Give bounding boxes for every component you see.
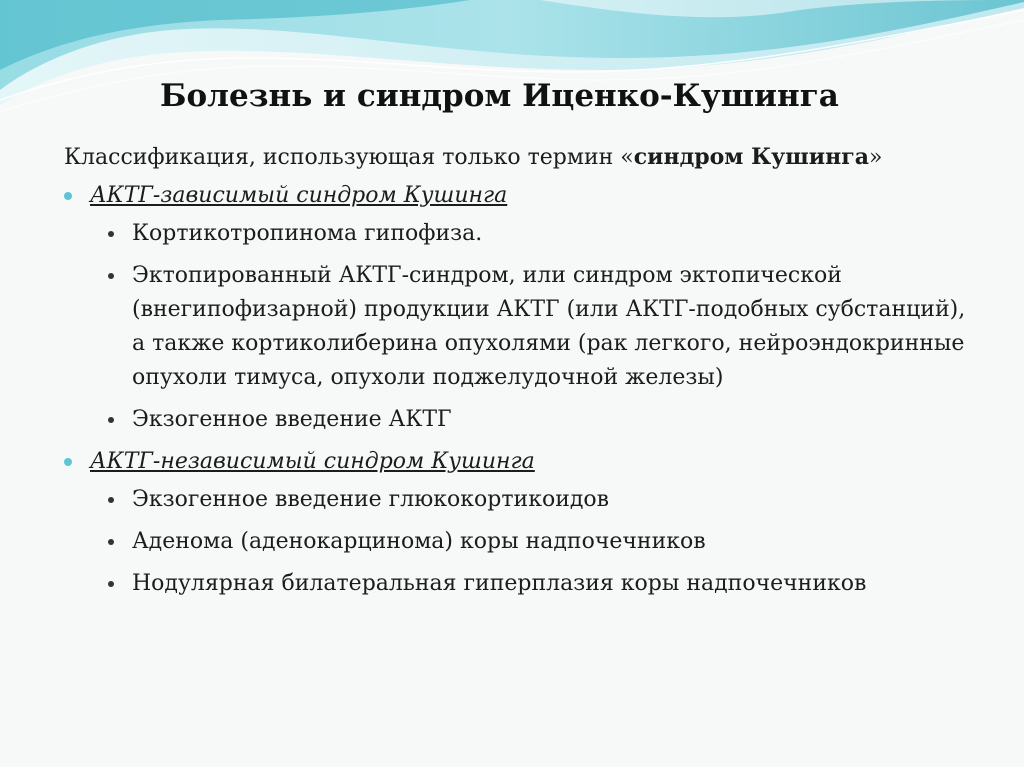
section-acth-dependent	[60, 179, 980, 213]
bullet-icon	[108, 273, 114, 279]
list-item-text: Экзогенное введение АКТГ	[132, 407, 452, 432]
intro-text	[64, 140, 980, 175]
bullet-icon	[108, 417, 114, 423]
list-item-text: Эктопированный АКТГ-синдром, или синдром эктопической (внегипофизарной) продукции АКТГ (или АКТГ-подобных субстанций), а также кортиколиберина опухолями (рак легкого, нейроэндокринные опухоли тимуса, опухоли поджелудочной железы)	[132, 263, 966, 390]
list-item-text: Кортикотропинома гипофиза.	[132, 221, 483, 246]
intro-bold: синдром Кушинга	[633, 144, 869, 170]
section-acth-independent	[60, 445, 980, 479]
bullet-icon	[108, 231, 114, 237]
list-item	[60, 483, 980, 517]
list-item-text: Нодулярная билатеральная гиперплазия коры надпочечников	[132, 571, 867, 596]
list-item	[60, 525, 980, 559]
slide-content	[60, 140, 980, 609]
list-item	[60, 217, 980, 251]
bullet-icon	[108, 539, 114, 545]
list-item	[60, 403, 980, 437]
list-item	[60, 567, 980, 601]
intro-suffix: »	[868, 145, 883, 170]
bullet-icon	[64, 458, 72, 466]
slide-title: Болезнь и синдром Иценко-Кушинга	[160, 78, 839, 114]
bullet-icon	[108, 497, 114, 503]
section-label: АКТГ-зависимый синдром Кушинга	[90, 183, 508, 208]
section-label: АКТГ-независимый синдром Кушинга	[90, 449, 535, 474]
bullet-icon	[108, 581, 114, 587]
list-item-text: Аденома (аденокарцинома) коры надпочечников	[132, 529, 706, 554]
list-item	[60, 259, 980, 395]
list-item-text: Экзогенное введение глюкокортикоидов	[132, 487, 610, 512]
intro-prefix: Классификация, использующая только термин «	[64, 145, 634, 170]
bullet-icon	[64, 192, 72, 200]
